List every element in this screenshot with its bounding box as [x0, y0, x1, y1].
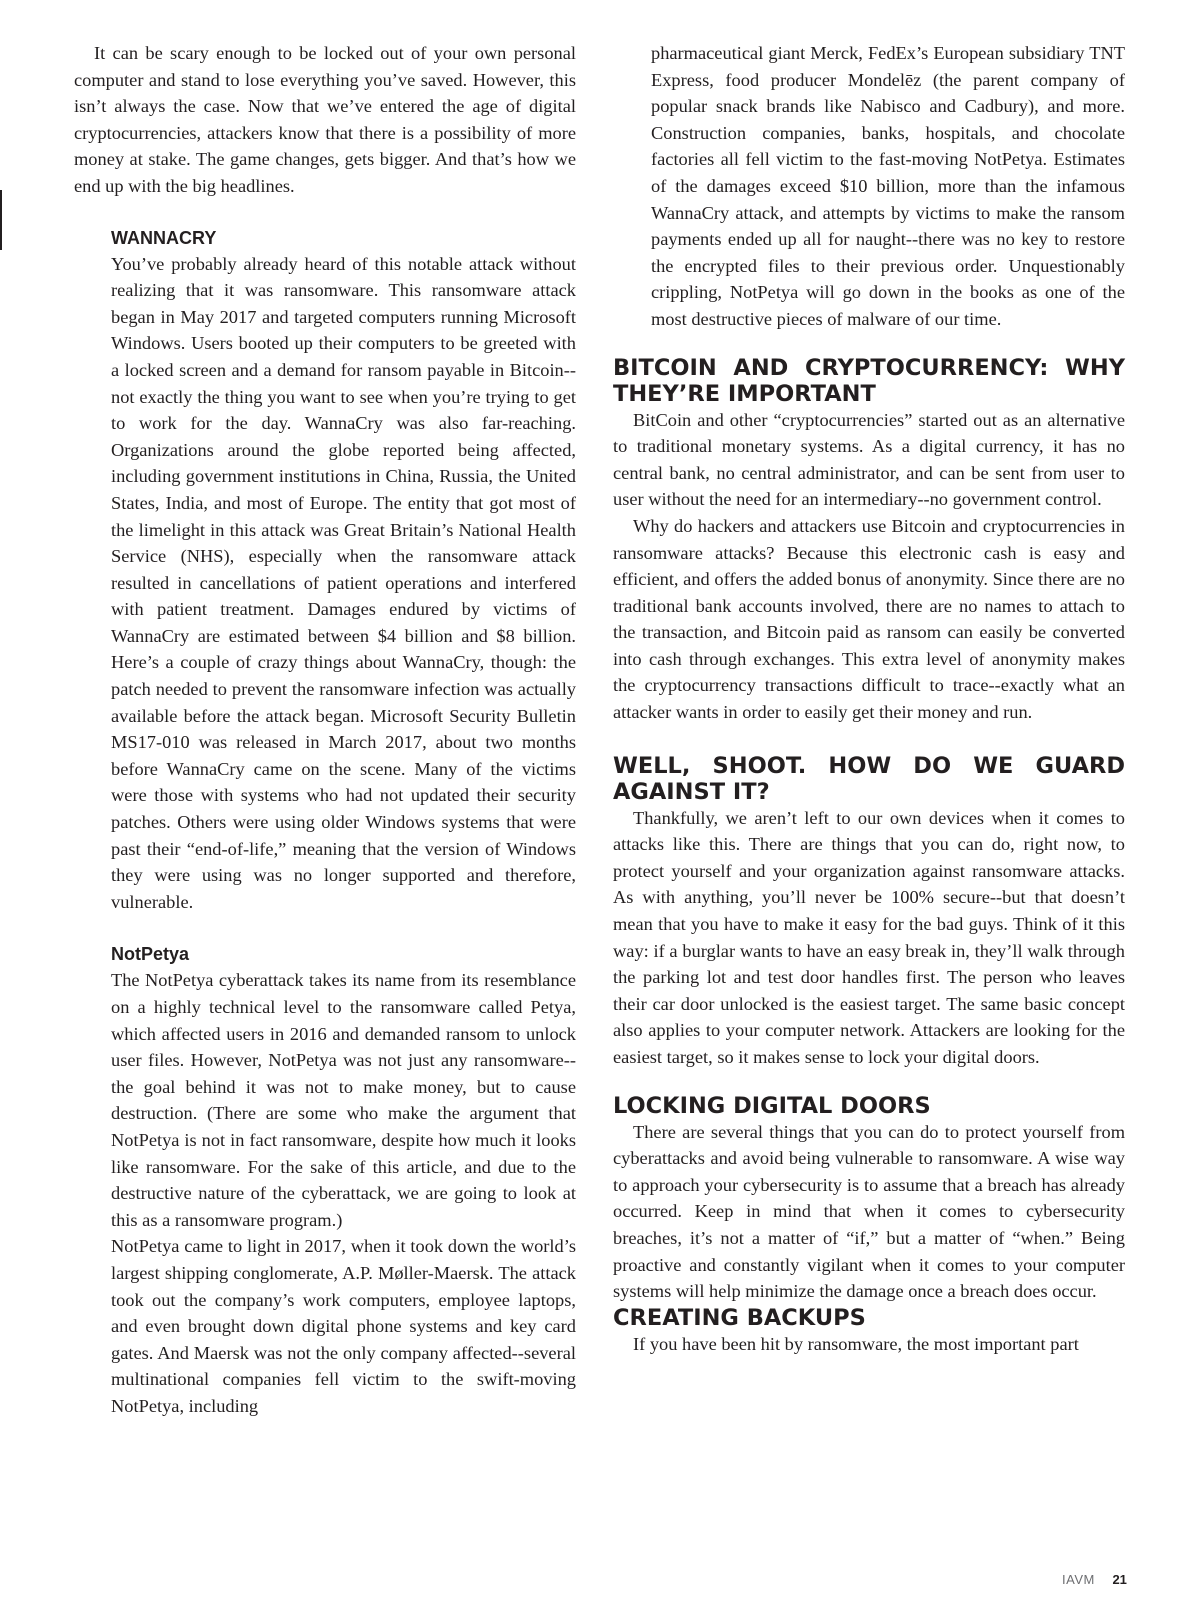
backups-body: If you have been hit by ransomware, the most important part [633, 1333, 1079, 1354]
bitcoin-heading: BITCOIN AND CRYPTOCURRENCY: WHY THEY’RE IMPORTANT [613, 354, 1125, 407]
page-footer [1062, 1572, 1127, 1587]
intro-paragraph: It can be scary enough to be locked out of your own personal computer and stand to lose everything you’ve saved. However, this isn’t always the case. Now that we’ve entered the age of digital cryptocurrencies, attackers know that there is a possibility of more money at stake. The game changes, gets bigger. And that’s how we end up with the big headlines. [74, 43, 576, 196]
bitcoin-body-2: Why do hackers and attackers use Bitcoin and cryptocurrencies in ransomware attacks? Because this electronic cash is easy and efficient, and offers the added bonus of anonymity. Since there are no traditional bank accounts involved, there are no names to attach to the transaction, and Bitcoin paid as ransom can easily be converted into cash through exchanges. This extra level of anonymity makes the cryptocurrency transactions difficult to trace--exactly what an attacker wants in order to easily get their money and run. [613, 515, 1125, 723]
bitcoin-body-1: BitCoin and other “cryptocurrencies” started out as an alternative to traditional monetary systems. As a digital currency, it has no central bank, no central administrator, and can be sent from user to user without the need for an intermediary--no government control. [613, 409, 1125, 510]
page-number: 21 [1112, 1572, 1127, 1587]
wannacry-section [74, 225, 576, 1420]
notpetya-heading: NotPetya [111, 944, 190, 965]
notpetya-body-2: NotPetya came to light in 2017, when it took down the world’s largest shipping conglomerate, A.P. Møller-Maersk. The attack took out the company’s work computers, employee laptops, and even brought down digital phone systems and key card gates. And Maersk was not the only company affected--several multinational companies fell victim to the swift-moving NotPetya, including [111, 1236, 576, 1416]
backups-heading: CREATING BACKUPS [613, 1304, 866, 1331]
wannacry-heading: WANNACRY [111, 227, 217, 248]
margin-rule [0, 190, 2, 250]
notpetya-continuation: pharmaceutical giant Merck, FedEx’s European subsidiary TNT Express, food producer Mondelēz (the parent company of popular snack brands like Nabisco and Cadbury), and more. Construction companies, banks, hospitals, and chocolate factories all fell victim to the fast-moving NotPetya. Estimates of the damages exceed $10 billion, more than the infamous WannaCry attack, and attempts by victims to make the ransom payments ended up all for naught--there was no key to restore the encrypted files to their previous order. Unquestionably crippling, NotPetya will go down in the books as one of the most destructive pieces of malware of our time. [651, 43, 1125, 329]
magazine-name: IAVM [1062, 1572, 1095, 1587]
left-column [74, 40, 576, 1420]
locking-heading: LOCKING DIGITAL DOORS [613, 1092, 931, 1119]
locking-body: There are several things that you can do to protect yourself from cyberattacks and avoid being vulnerable to ransomware. A wise way to approach your cybersecurity is to assume that a breach has already occurred. Keep in mind that when it comes to cybersecurity breaches, it’s not a matter of “if,” but a matter of “when.” Being proactive and constantly vigilant when it comes to your computer systems will help minimize the damage once a breach does occur. [613, 1121, 1125, 1302]
guard-body: Thankfully, we aren’t left to our own devices when it comes to attacks like this. There are things that you can do, right now, to protect yourself and your organization against ransomware attacks. As with anything, you’ll never be 100% secure--but that doesn’t mean that you have to make it easy for the bad guys. Think of it this way: if a burglar wants to have an easy break in, they’ll walk through the parking lot and test door handles first. The person who leaves their car door unlocked is the easiest target. The same basic concept also applies to your computer network. Attackers are looking for the easiest target, so it makes sense to lock your digital doors. [613, 807, 1125, 1067]
right-column [613, 40, 1125, 1357]
guard-heading: WELL, SHOOT. HOW DO WE GUARD AGAINST IT? [613, 752, 1125, 805]
notpetya-body-1: The NotPetya cyberattack takes its name from its resemblance on a highly technical level to the ransomware called Petya, which affected users in 2016 and demanded ransom to unlock user files. However, NotPetya was not just any ransomware--the goal behind it was not to make money, but to cause destruction. (There are some who make the argument that NotPetya is not in fact ransomware, despite how much it looks like ransomware. For the sake of this article, and due to the destructive nature of the cyberattack, we are going to look at this as a ransomware program.) [111, 970, 576, 1230]
wannacry-body: You’ve probably already heard of this notable attack without realizing that it was ransomware. This ransomware attack began in May 2017 and targeted computers running Microsoft Windows. Users booted up their computers to be greeted with a locked screen and a demand for ransom payable in Bitcoin--not exactly the thing you want to see when you’re trying to get to work for the day. WannaCry was also far-reaching. Organizations around the globe reported being affected, including government institutions in China, Russia, the United States, India, and most of Europe. The entity that got most of the limelight in this attack was Great Britain’s National Health Service (NHS), especially when the ransomware attack resulted in cancellations of patient operations and interfered with patient treatment. Damages endured by victims of WannaCry are estimated between $4 billion and $8 billion. Here’s a couple of crazy things about WannaCry, though: the patch needed to prevent the ransomware infection was actually available before the attack began. Microsoft Security Bulletin MS17-010 was released in March 2017, about two months before WannaCry came on the scene. Many of the victims were those with systems who had not updated their security patches. Others were using older Windows systems that were past their “end-of-life,” meaning that the version of Windows they were using was no longer supported and therefore, vulnerable. [111, 253, 576, 912]
